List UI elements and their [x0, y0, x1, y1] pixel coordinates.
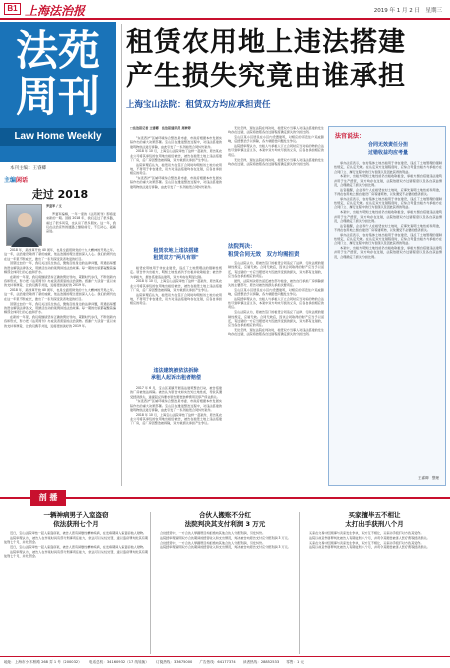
- article-paragraph: 租赁农用地用于非农业建设，违反了土地管理法的强制性规定。原告作为出租方，明知土地性质仍予出租并收取租金；被告作为承租方，擅自搭建违法建筑，双方均存在明显过错。: [130, 266, 222, 279]
- bottom-paragraph: 近日，宝山法院审结一起入室盗窃案，被告人患有间歇性精神疾病，在发病期间入室盗窃他人财物。: [10, 544, 147, 549]
- author-photo: [6, 204, 42, 246]
- essay-paragraph: 在新的一年里，我们将继续坚持正确的舆论导向，紧跟时代步伐，不断创新内容和形式，努力把《法苑周刊》办成读者喜爱的法治读物。感谢广大读者一直以来的支持和厚爱，让我们携手共进，迎接更加美好的 2019 年。: [4, 274, 116, 288]
- judge-commentary-subtitle: 合同无效责任分担 过错收益均应考量: [367, 142, 408, 156]
- col2-text-a: [228, 126, 324, 238]
- commentary-paragraph: 承办法官表示，农村集体土地出租用于非农建设，违反了土地管理的强制性规定，应认定无效。在认定双方过错程度时，应综合考量出租方与承租方在合同订立、履行过程中的行为表现以及因此获得的利益。: [334, 196, 442, 210]
- essay-paragraph: 罗夏军编辑，一年一度的《法苑周刊》即将迎来新的一期。回顾 2018 年，我们走过了很多路，看过了很多风景，也认识了很多朋友。这一年，我们在法治宣传的道路上继续前行，不忘初心，砥砺奋进。: [46, 212, 116, 234]
- article-paragraph: 2017 年 6 月，宝山区某镇开展违法建筑整治行动，被告搭建的厂房被依法拆除。被告认为原告未如实告知土地性质，导致其遭受经济损失，遂提起反诉要求原告赔偿装修费用及停产停业损失。: [130, 386, 222, 399]
- author-note: 罗夏军 / 文: [46, 204, 62, 208]
- jiexi-banner: [0, 490, 450, 506]
- subhead-4: 租赁合同无效 双方均需担责: [228, 252, 300, 258]
- footer-phone-ads: 广告热线：64177374: [199, 660, 236, 664]
- main-headline: [126, 26, 446, 110]
- article-paragraph: 2018 年 10 月，上海宝山法院审结了这样一起案件，原告某农业公司将其承包的农用地出租给被告，被告在租赁土地上违法搭建了厂房，后厂房因整治被拆除，双方就损失承担产生争议。: [130, 412, 222, 426]
- paper-name: 上海法治报: [25, 4, 86, 18]
- bottom-article-subtitle: 依法获刑七个月: [53, 520, 99, 528]
- article-paragraph: 法院经审理认为，出租人与承租人订立合同时应当对标的物的合法性尽到审慎注意义务，本案中双方均未尽到该义务，应各自承担相应的责任。: [228, 144, 324, 157]
- essay-paragraph: 2018 年，是改革开放 40 周年，也是全面贯彻党的十九大精神的开局之年。这一年，法治建设取得了新的成就，依法治国的理念更加深入人心。我们的周刊也在这一年里不断成长，推出了一系列深受读者欢迎的栏目。: [4, 248, 116, 261]
- bottom-paragraph: 法院以故意伤害罪判处被告人有期徒刑八个月，并责令其赔偿被害人医疗费等经济损失。: [309, 535, 430, 540]
- bottom-divider: [150, 512, 151, 654]
- bottom-article-subtitle: 太打出手获刑八个月: [345, 520, 404, 528]
- bottom-paragraph: 买家在交易中因琐事与卖家发生争执，双方互不相让，买家动手殴打对方致其受伤。: [309, 531, 424, 535]
- col1-text-a: [130, 136, 222, 244]
- section-tag-a: 主编: [4, 177, 17, 184]
- bottom-article-subtitle: 法院判决其支付利润 3 万元: [184, 520, 266, 528]
- footer-phone-main: 电话总机：34160932（17 线转换）: [88, 660, 149, 664]
- masthead-rule: [0, 18, 450, 20]
- article-paragraph: "东连西沪"区域环境综合整治是市委、市政府根据本市发展实际作出的重大决策部署。宝山区在推进整治过程中，对违法搭建的建筑物依法进行拆除，由此引发了一系列租赁合同纠纷案件。: [130, 176, 222, 189]
- commentary-paragraph: 法官提醒，企业和个人在租赁农村土地时，应事先查明土地性质和用途，不得在农用地上擅自建设厂房等建筑物，以免遭受不必要的经济损失。: [334, 223, 442, 232]
- bottom-article-text: [4, 531, 148, 647]
- bottom-paragraph: 合伙经营中，一方合伙人掌握账目却拒绝向其他合伙人分配利润，引发纠纷。: [160, 531, 266, 535]
- commentary-paragraph: 本案中，出租方明知土地性质仍出租收取租金，承租方擅自搭建违法建筑并用于生产经营，双方均存在过错，法院依据双方过错程度以及各自获益情况，合理确定了损失分担比例。: [334, 174, 442, 187]
- col1-text-c: [130, 386, 222, 486]
- article-paragraph: "东连西沪"区域环境综合整治是市委、市政府根据本市发展实际作出的重大决策部署。宝山区在推进整治过程中，对违法搭建的建筑物依法进行拆除，由此引发了一系列租赁合同纠纷案件。: [130, 136, 222, 149]
- commentary-paragraph: 承办法官表示，农村集体土地出租用于非农建设，违反了土地管理的强制性规定，应认定无效。在认定双方过错程度时，应综合考量出租方与承租方在合同订立、履行过程中的行为表现以及因此获得的利益。: [334, 161, 442, 174]
- commentary-signature: 王睿卿 整理: [418, 476, 439, 480]
- col2-text-b: [228, 261, 324, 489]
- date-line: 2019 年 1 月 2 日 星期三: [373, 8, 442, 14]
- footer-price: 零售：1 元: [286, 660, 305, 664]
- article-paragraph: 无论怎样，现在法院在判决时，租赁双方当事人对违法搭建的发生均存在过错，法院将按照各自过错程度确定损失的分担比例。: [228, 126, 324, 135]
- article-paragraph: 2018 年 10 月，上海宝山法院审结了这样一起案件，原告某农业公司将其承包的农用地出租给被告，被告在租赁土地上违法搭建了厂房，后厂房因整治被拆除，双方就损失承担产生争议。: [130, 279, 222, 292]
- column-english: Law Home Weekly: [0, 128, 116, 146]
- essay-paragraph: 2018 年，是改革开放 40 周年，也是全面贯彻党的十九大精神的开局之年。这一年，法治建设取得了新的成就，依法治国的理念更加深入人心。我们的周刊也在这一年里不断成长，推出了一系列深受读者欢迎的栏目。: [4, 288, 116, 301]
- article-paragraph: 宝山法院认为，原被告签订的租赁合同违反了法律、行政法规的强制性规定，应属无效。合同无效后，因该合同取得的财产应当予以返还，有过错的一方应当赔偿对方因此所受到的损失，双方都有过错的，应当各自承担相应的责任。: [228, 261, 324, 278]
- bottom-paragraph: 法院以故意伤害罪判处被告人有期徒刑八个月，并责令其赔偿被害人医疗费等经济损失。: [309, 545, 430, 550]
- byline: □法治报记者 王睿卿 法治报通讯员 周梦婷: [130, 126, 191, 130]
- article-paragraph: "东连西沪"区域环境综合整治是市委、市政府根据本市发展实际作出的重大决策部署。宝山区在推进整治过程中，对违法搭建的建筑物依法进行拆除，由此引发了一系列租赁合同纠纷案件。: [130, 399, 222, 412]
- page-code-badge: B1: [4, 3, 21, 15]
- footer-address: 地址：上海市小木桥路 268 弄 1 号（200032）: [4, 660, 82, 664]
- judge-commentary-box: [328, 126, 446, 486]
- col1-text-b: [130, 266, 222, 364]
- judge-commentary-title: 法官说法：: [335, 133, 366, 140]
- article-paragraph: 最终，法院判决原告返还被告部分租金，被告自行承担厂房拆除损失的主要部分，原告对被告的损失承担次要责任。: [228, 278, 324, 287]
- headline-line1: 租赁农用地上违法搭建: [126, 27, 406, 58]
- bottom-paragraph: 近日，宝山法院审结一起入室盗窃案，被告人患有间歇性精神疾病，在发病期间入室盗窃他人财物。: [10, 531, 147, 535]
- bottom-article-title: 合伙人搬账不分红: [199, 511, 251, 519]
- essay-body-cont: [4, 248, 116, 484]
- banner-label: 剖 播: [30, 490, 66, 506]
- subhead-1: 租赁农地上违法搭建 租赁双方"两凡有罪": [153, 248, 199, 261]
- article-paragraph: 法院经审理认为，出租人与承租人订立合同时应当对标的物的合法性尽到审慎注意义务，本案中双方均未尽到该义务，应各自承担相应的责任。: [228, 296, 324, 310]
- article-paragraph: 宝山区某小区居民在小区内设置建筑，对相应的邻近住户造成影响，后经整治予以拆除，各方就赔偿问题发生争议。: [228, 287, 324, 297]
- person-icon: [7, 205, 43, 247]
- banner-rule: [0, 497, 450, 499]
- bottom-paragraph: 合伙经营中，一方合伙人掌握账目却拒绝向其他合伙人分配利润，引发纠纷。: [160, 540, 266, 545]
- article-paragraph: 无论怎样，现在法院在判决时，租赁双方当事人对违法搭建的发生均存在过错，法院将按照各自过错程度确定损失的分担比例。: [228, 157, 324, 166]
- bottom-paragraph: 法院审理认为，被告人在作案时具有部分刑事责任能力，依法可以从轻处罚，遂以盗窃罪判处其有期徒刑七个月，并处罚金。: [4, 535, 148, 545]
- article-paragraph: 宝山区某小区居民在小区内设置建筑，对相应的邻近住户造成影响，后经整治予以拆除，各方就赔偿问题发生争议。: [228, 135, 324, 144]
- bottom-paragraph: 法院经审理查明双方合伙期间的经营收入和支出情况，判决被告向原告支付应分配利润 3 万元。: [160, 535, 291, 540]
- footer-phone-readers: 读者热线：28852533: [242, 660, 280, 664]
- commentary-paragraph: 承办法官表示，农村集体土地出租用于非农建设，违反了土地管理的强制性规定，应认定无效。在认定双方过错程度时，应综合考量出租方与承租方在合同订立、履行过程中的行为表现以及因此获得的利益。: [334, 232, 442, 246]
- bottom-paragraph: 买家在交易中因琐事与卖家发生争执，双方互不相让，买家动手殴打对方致其受伤。: [309, 540, 424, 545]
- judge-commentary-text: [334, 161, 442, 471]
- essay-paragraph: 回望过去的一年，我们关注民生热点，聚焦百姓身边的法律问题，用通俗易懂的语言解读法律条文，用鲜活生动的案例讲述法治故事。每一期的出版都凝聚着编辑部全体同仁的心血和汗水。: [4, 301, 116, 315]
- bottom-article-2: [154, 510, 296, 654]
- article-paragraph: 宝山法院认为，原被告签订的租赁合同违反了法律、行政法规的强制性规定，应属无效。合同无效后，因该合同取得的财产应当予以返还，有过错的一方应当赔偿对方因此所受到的损失，双方都有过错的，应当各自承担相应的责任。: [228, 310, 324, 328]
- bottom-article-1: [4, 510, 148, 654]
- column-editor: 本刊主编：王睿卿: [10, 166, 46, 171]
- subhead-3: 法院判决：: [228, 244, 256, 250]
- bottom-article-text: [303, 531, 446, 647]
- article-paragraph: 法院审理后认为，租赁双方在签订合同时均明知该土地为农用地，不得用于非农建设，双方对违法搭建均存在过错，应各自承担相应的责任。: [130, 292, 222, 306]
- bottom-divider: [299, 512, 300, 654]
- headline-line2: 产生损失究竟由谁承担: [126, 61, 406, 92]
- article-paragraph: 2018 年 10 月，上海宝山法院审结了这样一起案件，原告某农业公司将其承包的农用地出租给被告，被告在租赁土地上违法搭建了厂房，后厂房因整治被拆除，双方就损失承担产生争议。: [130, 149, 222, 162]
- bottom-paragraph: 法院审理认为，被告人在作案时具有部分刑事责任能力，依法可以从轻处罚，遂以盗窃罪判处其有期徒刑七个月，并处罚金。: [4, 549, 148, 558]
- section-tag-b: 闲话: [16, 177, 29, 184]
- bottom-paragraph: 法院经审理查明双方合伙期间的经营收入和支出情况，判决被告向原告支付应分配利润 3 万元。: [160, 545, 291, 550]
- essay-paragraph: 回望过去的一年，我们关注民生热点，聚焦百姓身边的法律问题，用通俗易懂的语言解读法律条文，用鲜活生动的案例讲述法治故事。每一期的出版都凝聚着编辑部全体同仁的心血和汗水。: [4, 261, 116, 274]
- commentary-paragraph: 本案中，出租方明知土地性质仍出租收取租金，承租方擅自搭建违法建筑并用于生产经营，双方均存在过错，法院依据双方过错程度以及各自获益情况，合理确定了损失分担比例。: [334, 210, 442, 223]
- masthead: [0, 0, 450, 20]
- essay-paragraph: 在新的一年里，我们将继续坚持正确的舆论导向，紧跟时代步伐，不断创新内容和形式，努力把《法苑周刊》办成读者喜爱的法治读物。感谢广大读者一直以来的支持和厚爱，让我们携手共进，迎接更加美好的 2019 年。: [4, 314, 116, 328]
- column-title-line2: 周刊: [15, 72, 100, 121]
- commentary-paragraph: 本案中，出租方明知土地性质仍出租收取租金，承租方擅自搭建违法建筑并用于生产经营，双方均存在过错，法院依据双方过错程度以及各自获益情况，合理确定了损失分担比例。: [334, 246, 442, 259]
- essay-title: 走过 2018: [31, 188, 89, 201]
- bottom-article-text: [154, 531, 296, 647]
- left-column-divider: [121, 24, 122, 486]
- footer: [0, 656, 450, 668]
- subhead: 上海宝山法院：租赁双方均应承担责任: [126, 100, 271, 110]
- section-tag: [4, 175, 28, 184]
- article-col2: [228, 126, 324, 486]
- essay-body: [46, 212, 116, 246]
- left-essay: [0, 174, 120, 486]
- bottom-article-title: 一辆神病男子入室盗窃: [43, 511, 109, 519]
- bottom-article-title: 买家擅毕五不相让: [348, 511, 401, 519]
- column-title-line1: 法苑: [15, 26, 100, 75]
- footer-phone-subscribe: 订阅热线：33675000: [156, 660, 193, 664]
- bottom-article-3: [303, 510, 446, 654]
- subhead-2: 违法建筑被依法拆除 承租人起诉出租者赔偿: [150, 368, 201, 381]
- article-paragraph: 无论怎样，现在法院在判决时，租赁双方当事人对违法搭建的发生均存在过错，法院将按照各自过错程度确定损失的分担比例。: [228, 327, 324, 337]
- column-label-block: [0, 22, 116, 162]
- article-col1: [130, 136, 222, 486]
- article-paragraph: 法院审理后认为，租赁双方在签订合同时均明知该土地为农用地，不得用于非农建设，双方对违法搭建均存在过错，应各自承担相应的责任。: [130, 162, 222, 176]
- commentary-paragraph: 法官提醒，企业和个人在租赁农村土地时，应事先查明土地性质和用途，不得在农用地上擅自建设厂房等建筑物，以免遭受不必要的经济损失。: [334, 187, 442, 197]
